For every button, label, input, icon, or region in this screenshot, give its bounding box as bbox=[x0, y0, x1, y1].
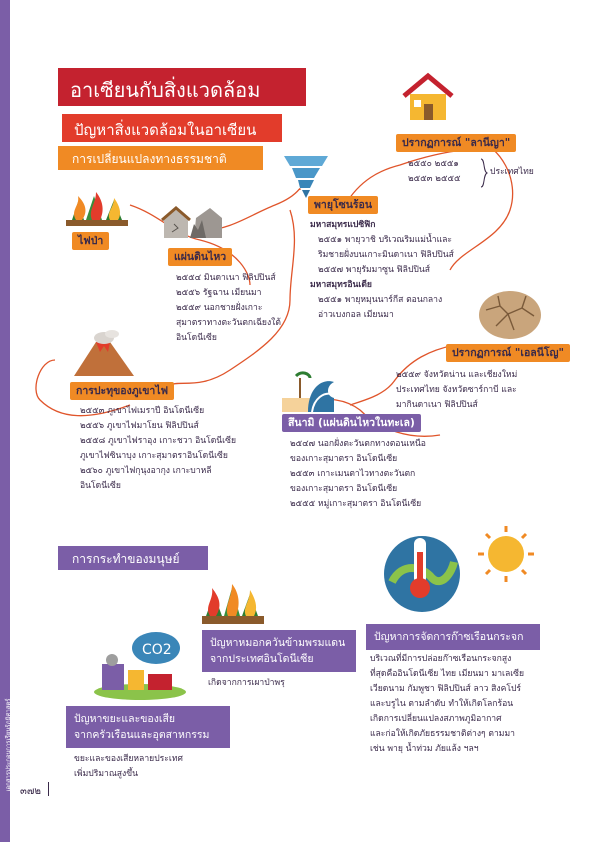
title-bar bbox=[58, 68, 306, 106]
event-line: ๒๕๕๖ รัฐฉาน เมียนมา bbox=[176, 288, 262, 298]
section-human-label: การกระทำของมนุษย์ bbox=[72, 552, 180, 566]
event-line: อินโดนีเซีย bbox=[176, 333, 217, 343]
indian-ocean-label: มหาสมุทรอินเดีย bbox=[310, 280, 372, 290]
event-line: อ่าวเบงกอล เมียนมา bbox=[318, 310, 394, 320]
event-line: ๒๕๕๙ จังหวัดน่าน และเชียงใหม่ bbox=[396, 370, 518, 380]
lanina-years-row2: ๒๕๕๓ ๒๕๕๕ bbox=[408, 174, 461, 184]
haze-description: เกิดจากการเผาป่าพรุ bbox=[208, 678, 285, 688]
event-line: ๒๕๔๗ นอกฝั่งตะวันตกทางตอนเหนือ bbox=[290, 439, 426, 449]
event-line: ๒๕๕๖ ภูเขาไฟมาโยน ฟิลิปปินส์ bbox=[80, 421, 199, 431]
greenhouse-description bbox=[370, 652, 524, 757]
cyclone-events bbox=[310, 218, 454, 323]
greenhouse-desc-line: และก่อให้เกิดภัยธรรมชาติต่างๆ ตามมา bbox=[370, 729, 515, 739]
event-line: ๒๕๕๗ พายุรัมมาซูน ฟิลิปปินส์ bbox=[318, 265, 430, 275]
waste-description bbox=[74, 752, 183, 782]
card-waste-title: จากครัวเรือนและอุตสาหกรรม bbox=[74, 729, 210, 741]
subtitle-bar bbox=[62, 114, 282, 142]
volcano-events bbox=[80, 404, 236, 494]
greenhouse-desc-line: บริเวณที่มีการปล่อยก๊าซเรือนกระจกสูง bbox=[370, 654, 512, 664]
pacific-ocean-label: มหาสมุทรแปซิฟิก bbox=[310, 220, 376, 230]
tsunami-icon bbox=[282, 368, 334, 412]
tsunami-events bbox=[290, 437, 426, 512]
tag-volcano: การปะทุของภูเขาไฟ bbox=[70, 382, 174, 400]
greenhouse-desc-line: เกิดการเปลี่ยนแปลงสภาพภูมิอากาศ bbox=[370, 714, 502, 724]
page-number-divider bbox=[48, 782, 49, 796]
section-natural-label: การเปลี่ยนแปลงทางธรรมชาติ bbox=[72, 152, 227, 166]
greenhouse-thermometer-icon bbox=[382, 522, 542, 618]
tag-wildfire: ไฟป่า bbox=[72, 232, 109, 250]
event-line: ๒๕๕๔ มินดาเนา ฟิลิปปินส์ bbox=[176, 273, 276, 283]
tornado-icon bbox=[282, 152, 330, 198]
tag-elnino: ปรากฏการณ์ "เอลนีโญ" bbox=[446, 344, 570, 362]
event-line: ของเกาะสุมาตรา อินโดนีเซีย bbox=[290, 484, 398, 494]
tag-lanina: ปรากฏการณ์ "ลานีญา" bbox=[396, 134, 516, 152]
page-number: ๓๗๒ bbox=[20, 786, 41, 797]
lanina-events bbox=[408, 157, 460, 187]
tag-tsunami: สึนามิ (แผ่นดินไหวในทะเล) bbox=[282, 414, 421, 432]
lanina-years-row1: ๒๕๕๐ ๒๕๕๑ bbox=[408, 159, 459, 169]
sidebar-caption: เอกสารประกอบการเรียนรู้ภูมิศาสตร์ bbox=[5, 698, 12, 792]
event-line: มากินดาเนา ฟิลิปปินส์ bbox=[396, 400, 478, 410]
event-line: ของเกาะสุมาตรา อินโดนีเซีย bbox=[290, 454, 398, 464]
tag-earthquake: แผ่นดินไหว bbox=[168, 248, 232, 266]
greenhouse-desc-line: และบรูไน ตามลำดับ ทำให้เกิดโลกร้อน bbox=[370, 699, 514, 709]
waste-pollution-icon bbox=[92, 630, 188, 700]
volcano-icon bbox=[74, 330, 134, 376]
earthquake-events bbox=[176, 271, 281, 346]
event-line: ๒๕๕๑ พายุหมุนนาร์กีส ตอนกลาง bbox=[318, 295, 443, 305]
house-icon bbox=[400, 72, 456, 122]
co2-label: CO2 bbox=[142, 642, 172, 658]
card-greenhouse bbox=[366, 624, 540, 650]
event-line: ๒๕๕๘ ภูเขาไฟราอุง เกาะชวา อินโดนีเซีย bbox=[80, 436, 236, 446]
event-line: ๒๕๕๙ นอกชายฝั่งเกาะ bbox=[176, 303, 263, 313]
event-line: ๒๕๕๓ ภูเขาไฟเมราปี อินโดนีเซีย bbox=[80, 406, 205, 416]
page-subtitle: ปัญหาสิ่งแวดล้อมในอาเซียน bbox=[74, 121, 257, 139]
page-title: อาเซียนกับสิ่งแวดล้อม bbox=[70, 78, 261, 102]
greenhouse-desc-line: เวียดนาม กัมพูชา ฟิลิปปินส์ ลาว สิงคโปร์ bbox=[370, 684, 522, 694]
waste-desc-line: เพิ่มปริมาณสูงขึ้น bbox=[74, 769, 138, 779]
event-line: สุมาตราทางตะวันตกเฉียงใต้ bbox=[176, 318, 281, 328]
card-waste bbox=[66, 706, 230, 748]
elnino-events bbox=[396, 368, 517, 413]
greenhouse-desc-line: เช่น พายุ น้ำท่วม ภัยแล้ง ฯลฯ bbox=[370, 744, 479, 754]
card-haze bbox=[202, 630, 356, 672]
drought-icon bbox=[478, 290, 542, 340]
section-human bbox=[58, 546, 208, 570]
card-haze-title: ปัญหาหมอกควันข้ามพรมแดน bbox=[210, 637, 346, 649]
brace-icon bbox=[480, 158, 488, 188]
earthquake-house-icon bbox=[160, 198, 226, 238]
event-line: อินโดนีเซีย bbox=[80, 481, 121, 491]
card-haze-title: จากประเทศอินโดนีเซีย bbox=[210, 653, 314, 665]
event-line: ๒๕๕๑ พายุวาชิ บริเวณริมแม่น้ำและ bbox=[318, 235, 453, 245]
event-line: ๒๕๖๐ ภูเขาไฟกุนุงอากุง เกาะบาหลี bbox=[80, 466, 212, 476]
greenhouse-desc-line: ที่สุดคืออินโดนีเซีย ไทย เมียนมา มาเลเซีย bbox=[370, 669, 525, 679]
event-line: ๒๕๕๓ เกาะเมนตาไวทางตะวันตก bbox=[290, 469, 416, 479]
card-waste-title: ปัญหาขยะและของเสีย bbox=[74, 713, 176, 725]
tag-cyclone: พายุโซนร้อน bbox=[308, 196, 378, 214]
event-line: ๒๕๕๕ หมู่เกาะสุมาตรา อินโดนีเซีย bbox=[290, 499, 422, 509]
card-greenhouse-title: ปัญหาการจัดการก๊าซเรือนกระจก bbox=[374, 631, 524, 643]
lanina-country: ประเทศไทย bbox=[490, 167, 534, 177]
forest-fire-icon bbox=[202, 578, 264, 624]
waste-desc-line: ขยะและของเสียหลายประเทศ bbox=[74, 754, 183, 764]
section-natural bbox=[58, 146, 263, 170]
event-line: ภูเขาไฟซินาบุง เกาะสุมาตราอินโดนีเซีย bbox=[80, 451, 228, 461]
event-line: ริมชายฝั่งบนเกาะมินดาเนา ฟิลิปปินส์ bbox=[318, 250, 454, 260]
wildfire-icon bbox=[66, 184, 128, 226]
event-line: ประเทศไทย จังหวัดซาร์กาบี และ bbox=[396, 385, 517, 395]
